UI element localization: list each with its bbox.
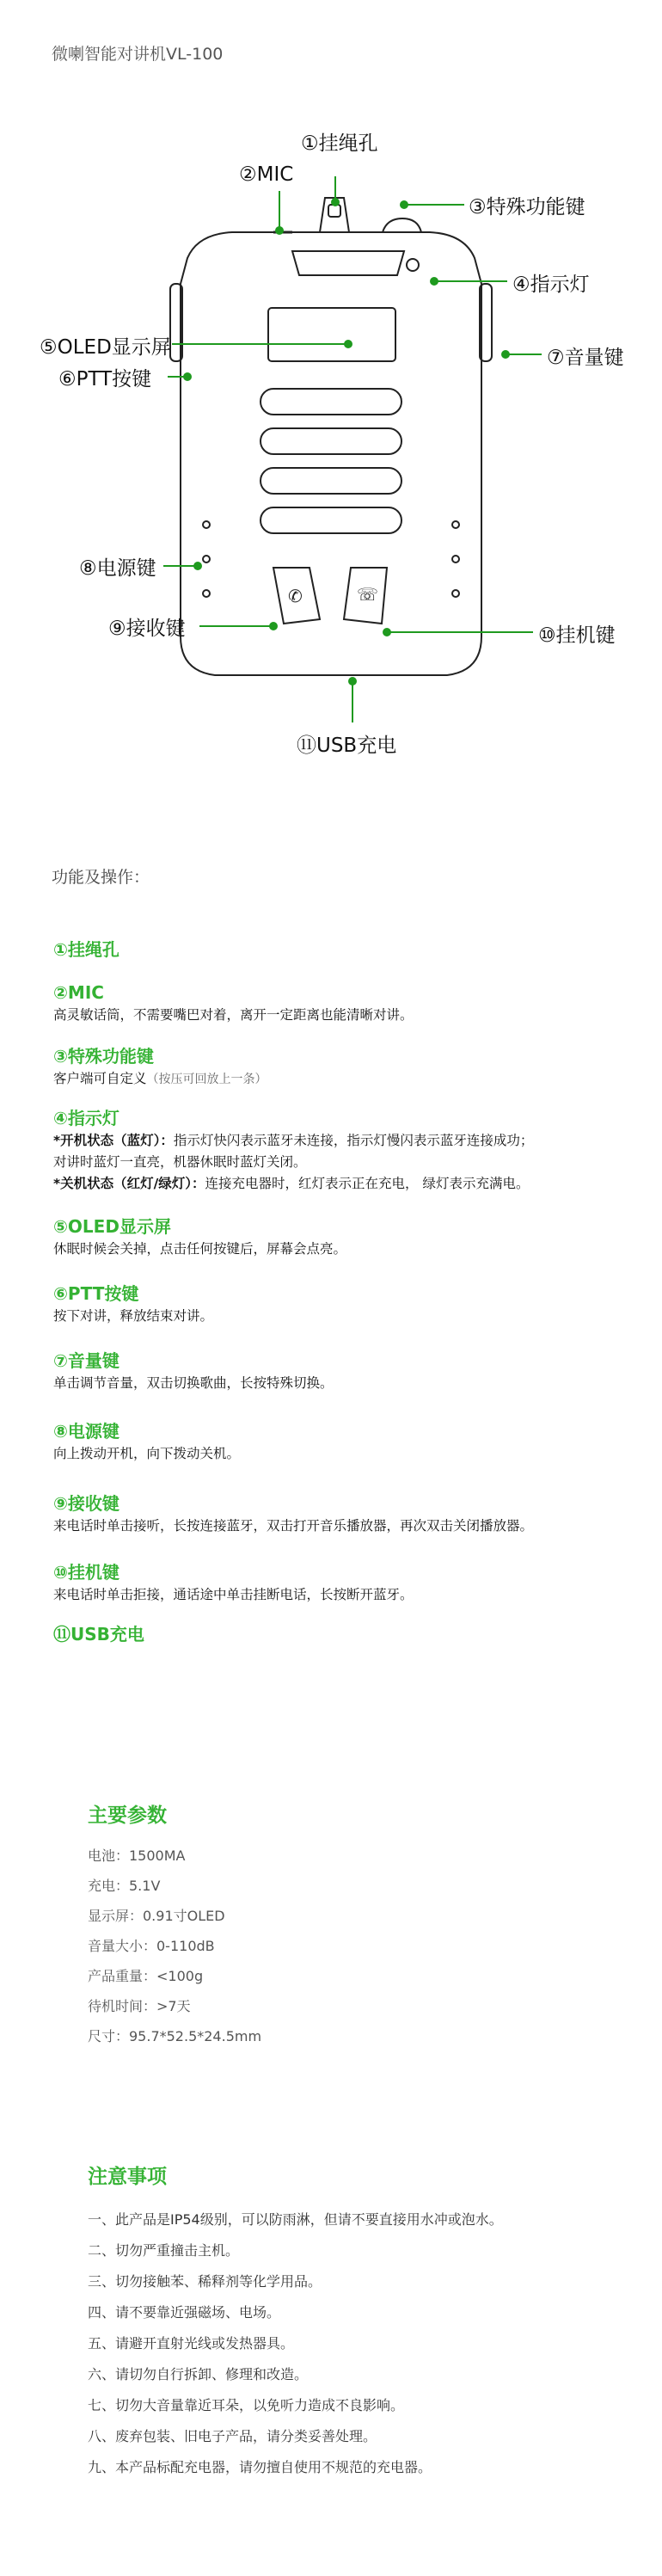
func-body: 单击调节音量，双击切换歌曲，长按特殊切换。 [53, 1375, 334, 1391]
note-item: 三、切勿接触苯、稀释剂等化学用品。 [88, 2273, 322, 2290]
on-state-label: *开机状态（蓝灯）： [53, 1133, 174, 1148]
func-item-mic [53, 981, 638, 1026]
func-hint: （按压可回放上一条） [146, 1073, 267, 1086]
notes-title: 注意事项 [88, 2166, 167, 2188]
func-body [53, 1130, 638, 1195]
func-item-indicator [53, 1106, 638, 1195]
func-title: ③特殊功能键 [53, 1046, 154, 1067]
note-item: 七、切勿大音量靠近耳朵，以免听力造成不良影响。 [88, 2397, 405, 2413]
callout-hangup: ⑩挂机键 [538, 624, 616, 647]
func-item-answer [53, 1491, 638, 1537]
functions-heading: 功能及操作： [52, 868, 150, 887]
svg-text:☏: ☏ [357, 584, 379, 605]
on-state-text-2: 对讲时蓝灯一直亮，机器休眠时蓝灯关闭。 [53, 1154, 307, 1170]
param-item: 产品重量：<100g [88, 1968, 204, 1984]
func-title: ⑧电源键 [53, 1421, 120, 1442]
params-title: 主要参数 [88, 1804, 167, 1827]
on-state-text: 指示灯快闪表示蓝牙未连接，指示灯慢闪表示蓝牙连接成功； [173, 1133, 534, 1148]
note-item: 一、此产品是IP54级别，可以防雨淋，但请不要直接用水冲或泡水。 [88, 2211, 503, 2228]
callout-volume: ⑦音量键 [547, 347, 624, 369]
svg-text:✆: ✆ [288, 586, 303, 606]
param-item: 待机时间：>7天 [88, 1998, 191, 2014]
func-title: ①挂绳孔 [53, 939, 120, 960]
func-item-oled [53, 1214, 638, 1260]
func-title: ④指示灯 [53, 1108, 120, 1128]
callout-indicator: ④指示灯 [512, 274, 590, 296]
func-item-power [53, 1419, 638, 1465]
func-title: ⑨接收键 [53, 1493, 120, 1514]
param-item: 显示屏：0.91寸OLED [88, 1908, 225, 1924]
callout-ptt: ⑥PTT按键 [58, 368, 152, 390]
func-title: ②MIC [53, 982, 104, 1003]
param-item: 音量大小：0-110dB [88, 1938, 215, 1954]
off-state-text: 连接充电器时，红灯表示正在充电， 绿灯表示充满电。 [205, 1176, 530, 1191]
callout-usb: ⑪USB充电 [297, 735, 397, 757]
func-body: 来电话时单击拒接，通话途中单击挂断电话，长按断开蓝牙。 [53, 1587, 414, 1602]
device-diagram [0, 132, 662, 800]
func-body: 来电话时单击接听，长按连接蓝牙，双击打开音乐播放器，再次双击关闭播放器。 [53, 1518, 534, 1534]
off-state-label: *关机状态（红灯/绿灯）： [53, 1176, 205, 1191]
oled-screen-icon [268, 308, 395, 361]
note-item: 四、请不要靠近强磁场、电场。 [88, 2304, 281, 2321]
callout-power: ⑧电源键 [79, 557, 156, 580]
note-item: 五、请避开直射光线或发热器具。 [88, 2335, 295, 2352]
func-body: 休眠时候会关掉，点击任何按键后，屏幕会点亮。 [53, 1241, 347, 1257]
note-item: 二、切勿严重撞击主机。 [88, 2242, 240, 2259]
func-body: 高灵敏话筒，不需要嘴巴对着，离开一定距离也能清晰对讲。 [53, 1007, 414, 1023]
func-title: ⑥PTT按键 [53, 1283, 139, 1304]
func-item-hangup [53, 1560, 638, 1606]
func-body: 向上拨动开机，向下拨动关机。 [53, 1446, 241, 1461]
func-title: ⑦音量键 [53, 1350, 120, 1371]
callout-answer: ⑨接收键 [108, 618, 186, 640]
func-body: 按下对讲，释放结束对讲。 [53, 1308, 214, 1324]
page-title: 微喇智能对讲机VL-100 [52, 45, 224, 64]
note-item: 八、废弃包装、旧电子产品，请分类妥善处理。 [88, 2428, 377, 2444]
callout-lanyard-hole: ①挂绳孔 [301, 132, 378, 155]
note-item: 九、本产品标配充电器，请勿擅自使用不规范的充电器。 [88, 2459, 432, 2475]
callout-mic: ②MIC [239, 163, 294, 186]
func-body-text: 客户端可自定义 [53, 1071, 147, 1086]
func-item-ptt [53, 1282, 638, 1327]
func-item-volume [53, 1349, 638, 1394]
param-item: 尺寸：95.7*52.5*24.5mm [88, 2028, 262, 2044]
func-item-usb [53, 1622, 638, 1646]
func-item-lanyard [53, 938, 638, 962]
param-item: 充电：5.1V [88, 1878, 161, 1894]
func-body [53, 1068, 638, 1091]
func-title: ⑤OLED显示屏 [53, 1216, 171, 1237]
walkie-talkie-illustration [0, 155, 662, 800]
param-item: 电池：1500MA [88, 1847, 186, 1864]
callout-special-key: ③特殊功能键 [469, 196, 585, 218]
note-item: 六、请切勿自行拆卸、修理和改造。 [88, 2366, 309, 2382]
callout-oled: ⑤OLED显示屏 [40, 336, 171, 359]
func-title: ⑩挂机键 [53, 1562, 120, 1583]
func-item-special [53, 1044, 638, 1091]
indicator-icon [407, 259, 419, 271]
func-title: ⑪USB充电 [53, 1624, 144, 1645]
